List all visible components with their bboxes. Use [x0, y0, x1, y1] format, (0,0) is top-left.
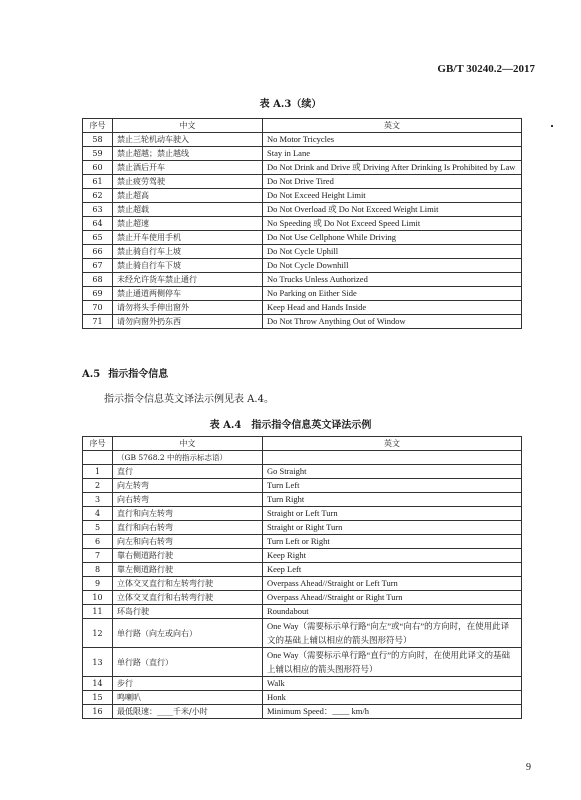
table-row — [83, 677, 522, 691]
english-cell: Overpass Ahead//Straight or Right Turn — [263, 591, 522, 605]
english-cell: Straight or Right Turn — [263, 521, 522, 535]
row-number-cell: 63 — [83, 203, 113, 217]
table-row — [83, 273, 522, 287]
chinese-cell: 禁止开车使用手机 — [113, 231, 263, 245]
row-number-cell: 60 — [83, 161, 113, 175]
chinese-cell: 单行路（向左或向右） — [113, 619, 263, 648]
table-row — [83, 315, 522, 329]
chinese-cell: 向左和向右转弯 — [113, 535, 263, 549]
col-header-en: 英文 — [263, 119, 522, 133]
row-number-cell: 69 — [83, 287, 113, 301]
table-row — [83, 147, 522, 161]
table-row — [83, 691, 522, 705]
row-number-cell: 61 — [83, 175, 113, 189]
chinese-cell: 直行和向左转弯 — [113, 507, 263, 521]
row-number-cell: 66 — [83, 245, 113, 259]
row-number-cell: 62 — [83, 189, 113, 203]
table-a4-caption: 表 A.4 指示指令信息英文译法示例 — [209, 420, 372, 431]
col-header-cn: 中文 — [113, 119, 263, 133]
row-number-cell: 64 — [83, 217, 113, 231]
table-row — [83, 605, 522, 619]
table-header-row — [83, 437, 522, 451]
chinese-cell: 禁止超高 — [113, 189, 263, 203]
english-cell: Minimum Speed：____ km/h — [263, 705, 522, 719]
group-label: （GB 5768.2 中的指示标志语） — [113, 451, 263, 465]
english-cell: Do Not Cycle Uphill — [263, 245, 522, 259]
row-number-cell: 11 — [83, 605, 113, 619]
chinese-cell: 未经允许货车禁止通行 — [113, 273, 263, 287]
english-cell: One Way（需要标示单行路“向左”或“向右”的方向时，在使用此译文的基础上辅以相应的箭头图形符号） — [263, 619, 522, 648]
chinese-cell: 直行和向右转弯 — [113, 521, 263, 535]
chinese-cell: 禁止通道两侧停车 — [113, 287, 263, 301]
scan-mark — [551, 125, 553, 127]
table-row — [83, 493, 522, 507]
table-row — [83, 577, 522, 591]
table-row — [83, 507, 522, 521]
table-row — [83, 563, 522, 577]
english-cell: No Parking on Either Side — [263, 287, 522, 301]
chinese-cell: 步行 — [113, 677, 263, 691]
english-cell: Honk — [263, 691, 522, 705]
section-title: 指示指令信息 — [108, 369, 169, 380]
row-number-cell: 6 — [83, 535, 113, 549]
table-row — [83, 245, 522, 259]
table-header-row — [83, 119, 522, 133]
chinese-cell: 立体交叉直行和左转弯行驶 — [113, 577, 263, 591]
row-number-cell: 12 — [83, 619, 113, 648]
table-row — [83, 231, 522, 245]
english-cell: Overpass Ahead//Straight or Left Turn — [263, 577, 522, 591]
chinese-cell: 鸣喇叭 — [113, 691, 263, 705]
table-row — [83, 479, 522, 493]
table-row — [83, 521, 522, 535]
table-row — [83, 175, 522, 189]
table-a3-caption: 表 A.3（续） — [259, 99, 322, 110]
row-number-cell: 5 — [83, 521, 113, 535]
chinese-cell: 单行路（直行） — [113, 648, 263, 677]
english-cell: Do Not Exceed Height Limit — [263, 189, 522, 203]
table-row — [83, 301, 522, 315]
english-cell: Do Not Use Cellphone While Driving — [263, 231, 522, 245]
english-cell: Go Straight — [263, 465, 522, 479]
english-cell: No Trucks Unless Authorized — [263, 273, 522, 287]
page-number: 9 — [526, 762, 531, 773]
english-cell: Turn Left or Right — [263, 535, 522, 549]
table-a4 — [82, 436, 522, 719]
col-header-en: 英文 — [263, 437, 522, 451]
chinese-cell: 禁止骑自行车上坡 — [113, 245, 263, 259]
row-number-cell: 7 — [83, 549, 113, 563]
chinese-cell: 禁止超速 — [113, 217, 263, 231]
col-header-no: 序号 — [83, 119, 113, 133]
english-cell: Do Not Drink and Drive 或 Driving After Drinking Is Prohibited by Law — [263, 161, 522, 175]
english-cell: No Motor Tricycles — [263, 133, 522, 147]
row-number-cell: 4 — [83, 507, 113, 521]
row-number-cell: 2 — [83, 479, 113, 493]
chinese-cell: 向左转弯 — [113, 479, 263, 493]
row-number-cell: 8 — [83, 563, 113, 577]
chinese-cell: 禁止超越；禁止越线 — [113, 147, 263, 161]
row-number-cell: 67 — [83, 259, 113, 273]
chinese-cell: 最低限速：____千米/小时 — [113, 705, 263, 719]
chinese-cell: 立体交叉直行和右转弯行驶 — [113, 591, 263, 605]
section-number: A.5 — [82, 369, 101, 380]
col-header-no: 序号 — [83, 437, 113, 451]
row-number-cell: 1 — [83, 465, 113, 479]
table-row — [83, 465, 522, 479]
table-row — [83, 535, 522, 549]
row-number-cell: 65 — [83, 231, 113, 245]
english-cell: Stay in Lane — [263, 147, 522, 161]
english-cell: No Speeding 或 Do Not Exceed Speed Limit — [263, 217, 522, 231]
chinese-cell: 禁止酒后开车 — [113, 161, 263, 175]
col-header-cn: 中文 — [113, 437, 263, 451]
row-number-cell: 10 — [83, 591, 113, 605]
row-number-cell: 16 — [83, 705, 113, 719]
row-number-cell: 13 — [83, 648, 113, 677]
chinese-cell: 禁止疲劳驾驶 — [113, 175, 263, 189]
english-cell: Turn Right — [263, 493, 522, 507]
english-cell: Do Not Cycle Downhill — [263, 259, 522, 273]
chinese-cell: 靠左侧道路行驶 — [113, 563, 263, 577]
chinese-cell: 请勿将头手伸出窗外 — [113, 301, 263, 315]
table-row — [83, 259, 522, 273]
english-cell: Walk — [263, 677, 522, 691]
english-cell: Do Not Throw Anything Out of Window — [263, 315, 522, 329]
row-number-cell: 71 — [83, 315, 113, 329]
table-row — [83, 217, 522, 231]
row-number-cell: 59 — [83, 147, 113, 161]
standard-code: GB/T 30240.2—2017 — [437, 63, 535, 75]
row-number-cell: 15 — [83, 691, 113, 705]
group-no-cell — [83, 451, 113, 465]
english-cell: Keep Left — [263, 563, 522, 577]
row-number-cell: 58 — [83, 133, 113, 147]
row-number-cell: 68 — [83, 273, 113, 287]
chinese-cell: 向右转弯 — [113, 493, 263, 507]
table-row — [83, 189, 522, 203]
row-number-cell: 3 — [83, 493, 113, 507]
table-a4-body — [83, 451, 522, 719]
table-row — [83, 549, 522, 563]
section-heading — [82, 365, 176, 380]
table-row — [83, 591, 522, 605]
table-row — [83, 705, 522, 719]
table-row — [83, 161, 522, 175]
chinese-cell: 环岛行驶 — [113, 605, 263, 619]
english-cell: Keep Right — [263, 549, 522, 563]
english-cell: Keep Head and Hands Inside — [263, 301, 522, 315]
english-cell: Turn Left — [263, 479, 522, 493]
table-row — [83, 133, 522, 147]
row-number-cell: 14 — [83, 677, 113, 691]
table-row — [83, 287, 522, 301]
chinese-cell: 请勿向窗外扔东西 — [113, 315, 263, 329]
english-cell: Do Not Drive Tired — [263, 175, 522, 189]
group-en-cell — [263, 451, 522, 465]
chinese-cell: 禁止骑自行车下坡 — [113, 259, 263, 273]
chinese-cell: 靠右侧道路行驶 — [113, 549, 263, 563]
table-row — [83, 619, 522, 648]
table-a3 — [82, 118, 522, 329]
table-row — [83, 203, 522, 217]
group-row — [83, 451, 522, 465]
english-cell: Do Not Overload 或 Do Not Exceed Weight Limit — [263, 203, 522, 217]
table-a3-body — [83, 133, 522, 329]
english-cell: Roundabout — [263, 605, 522, 619]
row-number-cell: 70 — [83, 301, 113, 315]
english-cell: One Way（需要标示单行路“直行”的方向时，在使用此译文的基础上辅以相应的箭头图形符号） — [263, 648, 522, 677]
chinese-cell: 禁止超载 — [113, 203, 263, 217]
chinese-cell: 直行 — [113, 465, 263, 479]
row-number-cell: 9 — [83, 577, 113, 591]
english-cell: Straight or Left Turn — [263, 507, 522, 521]
chinese-cell: 禁止三轮机动车驶入 — [113, 133, 263, 147]
table-row — [83, 648, 522, 677]
body-paragraph: 指示指令信息英文译法示例见表 A.4。 — [104, 394, 274, 405]
